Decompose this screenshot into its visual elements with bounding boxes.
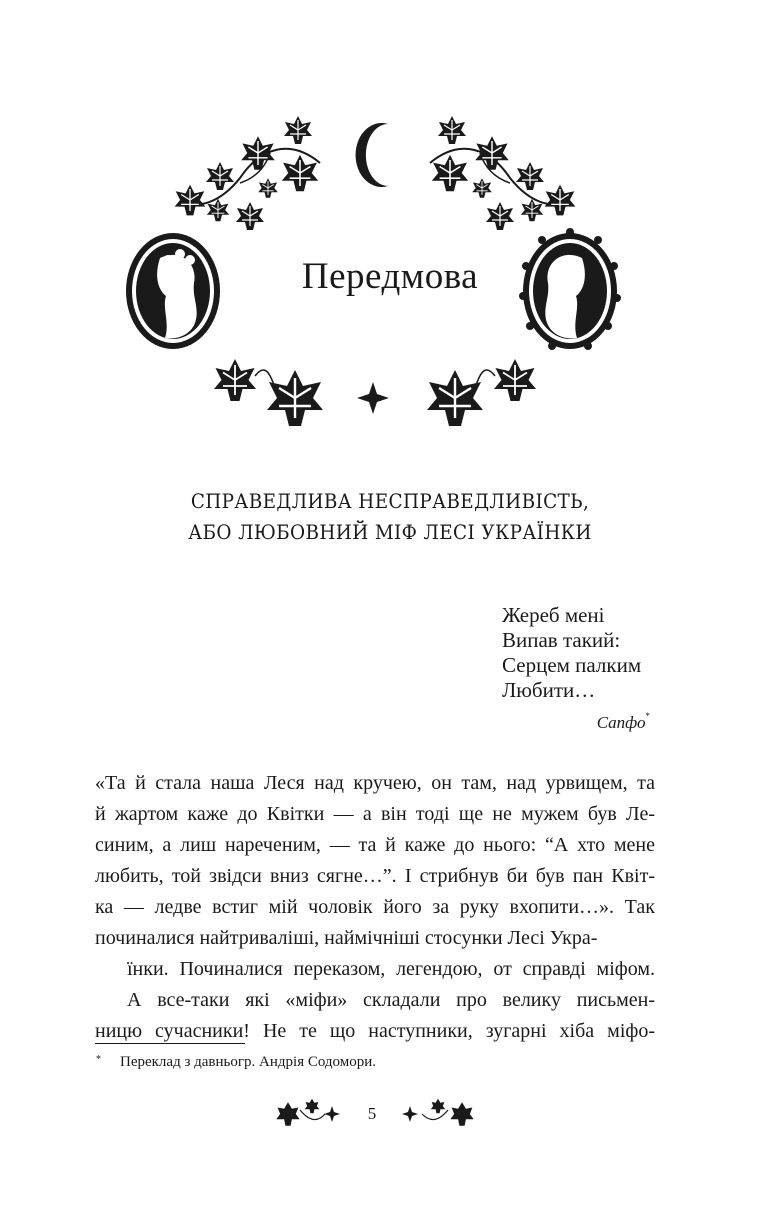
crescent-moon-icon <box>356 123 388 187</box>
body-line: їнки. Починалися переказом, легендою, от справді міфом. <box>127 958 655 980</box>
body-line: ницю сучасники! Не те що наступники, зугарні хіба міфо- <box>95 1020 655 1042</box>
page-number: 5 <box>367 1104 377 1123</box>
epigraph-line: Любити… <box>502 678 596 702</box>
chapter-title: Передмова <box>301 256 479 297</box>
body-line: й жартом каже до Квітки — а він тоді ще не мужем був Ле- <box>95 803 655 825</box>
body-line: любить, той звідси вниз сягне…”. І стрибнув би був пан Квіт- <box>95 865 655 887</box>
subtitle-line-2: АБО ЛЮБОВНИЙ МІФ ЛЕСІ УКРАЇНКИ <box>188 520 592 544</box>
footnote-mark: * <box>96 1054 101 1065</box>
footnote-ref: * <box>645 711 650 721</box>
body-line: починалися найтриваліші, наймічніші стосунки Лесі Укра- <box>95 927 598 949</box>
body-line: А все-таки які «міфи» складали про велику письмен- <box>127 989 655 1011</box>
subtitle-line-1: СПРАВЕДЛИВА НЕСПРАВЕДЛИВІСТЬ, <box>190 489 590 513</box>
epigraph-line: Серцем палким <box>502 653 642 677</box>
body-line: синим, а лиш нареченим, — та й каже до нього: “А хто мене <box>95 834 655 856</box>
epigraph-author <box>597 713 650 733</box>
epigraph-line: Жереб мені <box>502 603 605 627</box>
author-name: Сапфо <box>596 713 646 732</box>
body-line: ка — ледве встиг мій чоловік його за руку вхопити…». Так <box>95 896 655 918</box>
star-icon <box>357 382 389 414</box>
epigraph-line: Випав такий: <box>502 628 621 652</box>
footnote-text: Переклад з давньогр. Андрія Содомори. <box>120 1054 377 1070</box>
body-line: «Та й стала наша Леся над кручею, он там, над урвищем, та <box>95 772 655 794</box>
footnote-divider <box>95 1043 245 1044</box>
